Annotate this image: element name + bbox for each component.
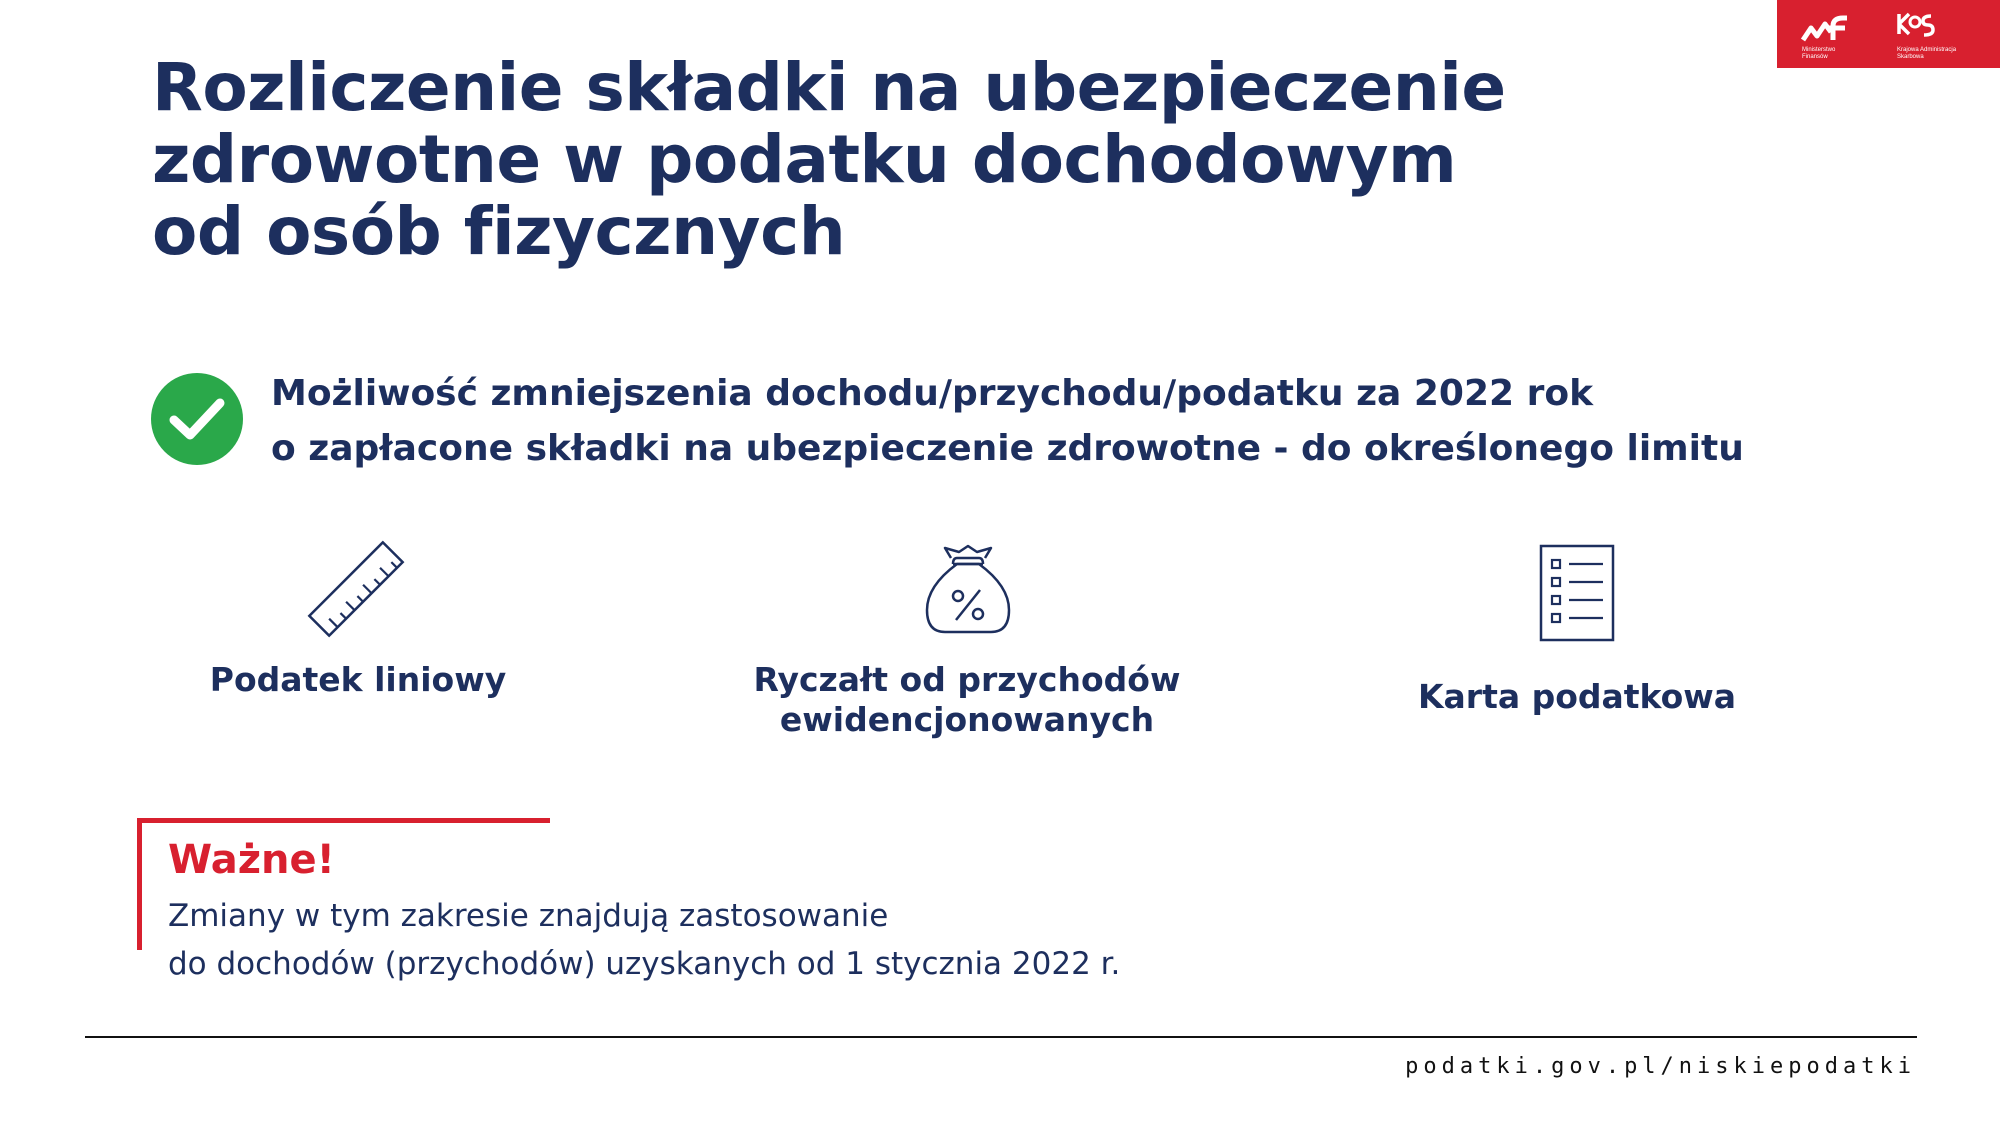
- kas-logo: [1895, 8, 1995, 62]
- tax-form-label-tax-card: Karta podatkowa: [1417, 677, 1737, 716]
- footer-url[interactable]: podatki.gov.pl/niskiepodatki: [1405, 1054, 1916, 1079]
- note-line-1: Zmiany w tym zakresie znajdują zastosowanie: [168, 898, 889, 934]
- title-line-2: zdrowotne w podatku dochodowym: [152, 121, 1457, 198]
- svg-text:Ministerstwo: Ministerstwo: [1802, 47, 1836, 53]
- svg-text:Krajowa Administracja: Krajowa Administracja: [1897, 47, 1957, 53]
- note-border-left: [137, 818, 142, 950]
- ministry-of-finance-logo: [1799, 10, 1879, 60]
- header-logos: [1777, 0, 2000, 68]
- note-line-2: do dochodów (przychodów) uzyskanych od 1 stycznia 2022 r.: [168, 946, 1121, 982]
- footer-divider: [85, 1036, 1917, 1038]
- money-bag-percent-icon: [923, 542, 1013, 636]
- note-title: Ważne!: [168, 837, 335, 883]
- note-text: [168, 892, 1368, 988]
- check-icon: [150, 372, 244, 466]
- ruler-icon: [300, 535, 412, 643]
- benefit-line-1: Możliwość zmniejszenia dochodu/przychodu/podatku za 2022 rok: [271, 373, 1594, 414]
- note-border-top: [137, 818, 550, 823]
- title-line-3: od osób fizycznych: [152, 193, 846, 270]
- benefit-text: [271, 366, 1771, 476]
- benefit-line-2: o zapłacone składki na ubezpieczenie zdrowotne - do określonego limitu: [271, 428, 1744, 469]
- tax-form-label-lump-sum: Ryczałt od przychodów ewidencjonowanych: [753, 660, 1181, 739]
- svg-text:Finansów: Finansów: [1802, 54, 1828, 60]
- checklist-icon: [1539, 544, 1615, 642]
- title-line-1: Rozliczenie składki na ubezpieczenie: [152, 49, 1506, 126]
- svg-text:Skarbowa: Skarbowa: [1897, 54, 1924, 60]
- tax-form-label-linear: Podatek liniowy: [209, 660, 507, 699]
- page-title: [152, 49, 1506, 270]
